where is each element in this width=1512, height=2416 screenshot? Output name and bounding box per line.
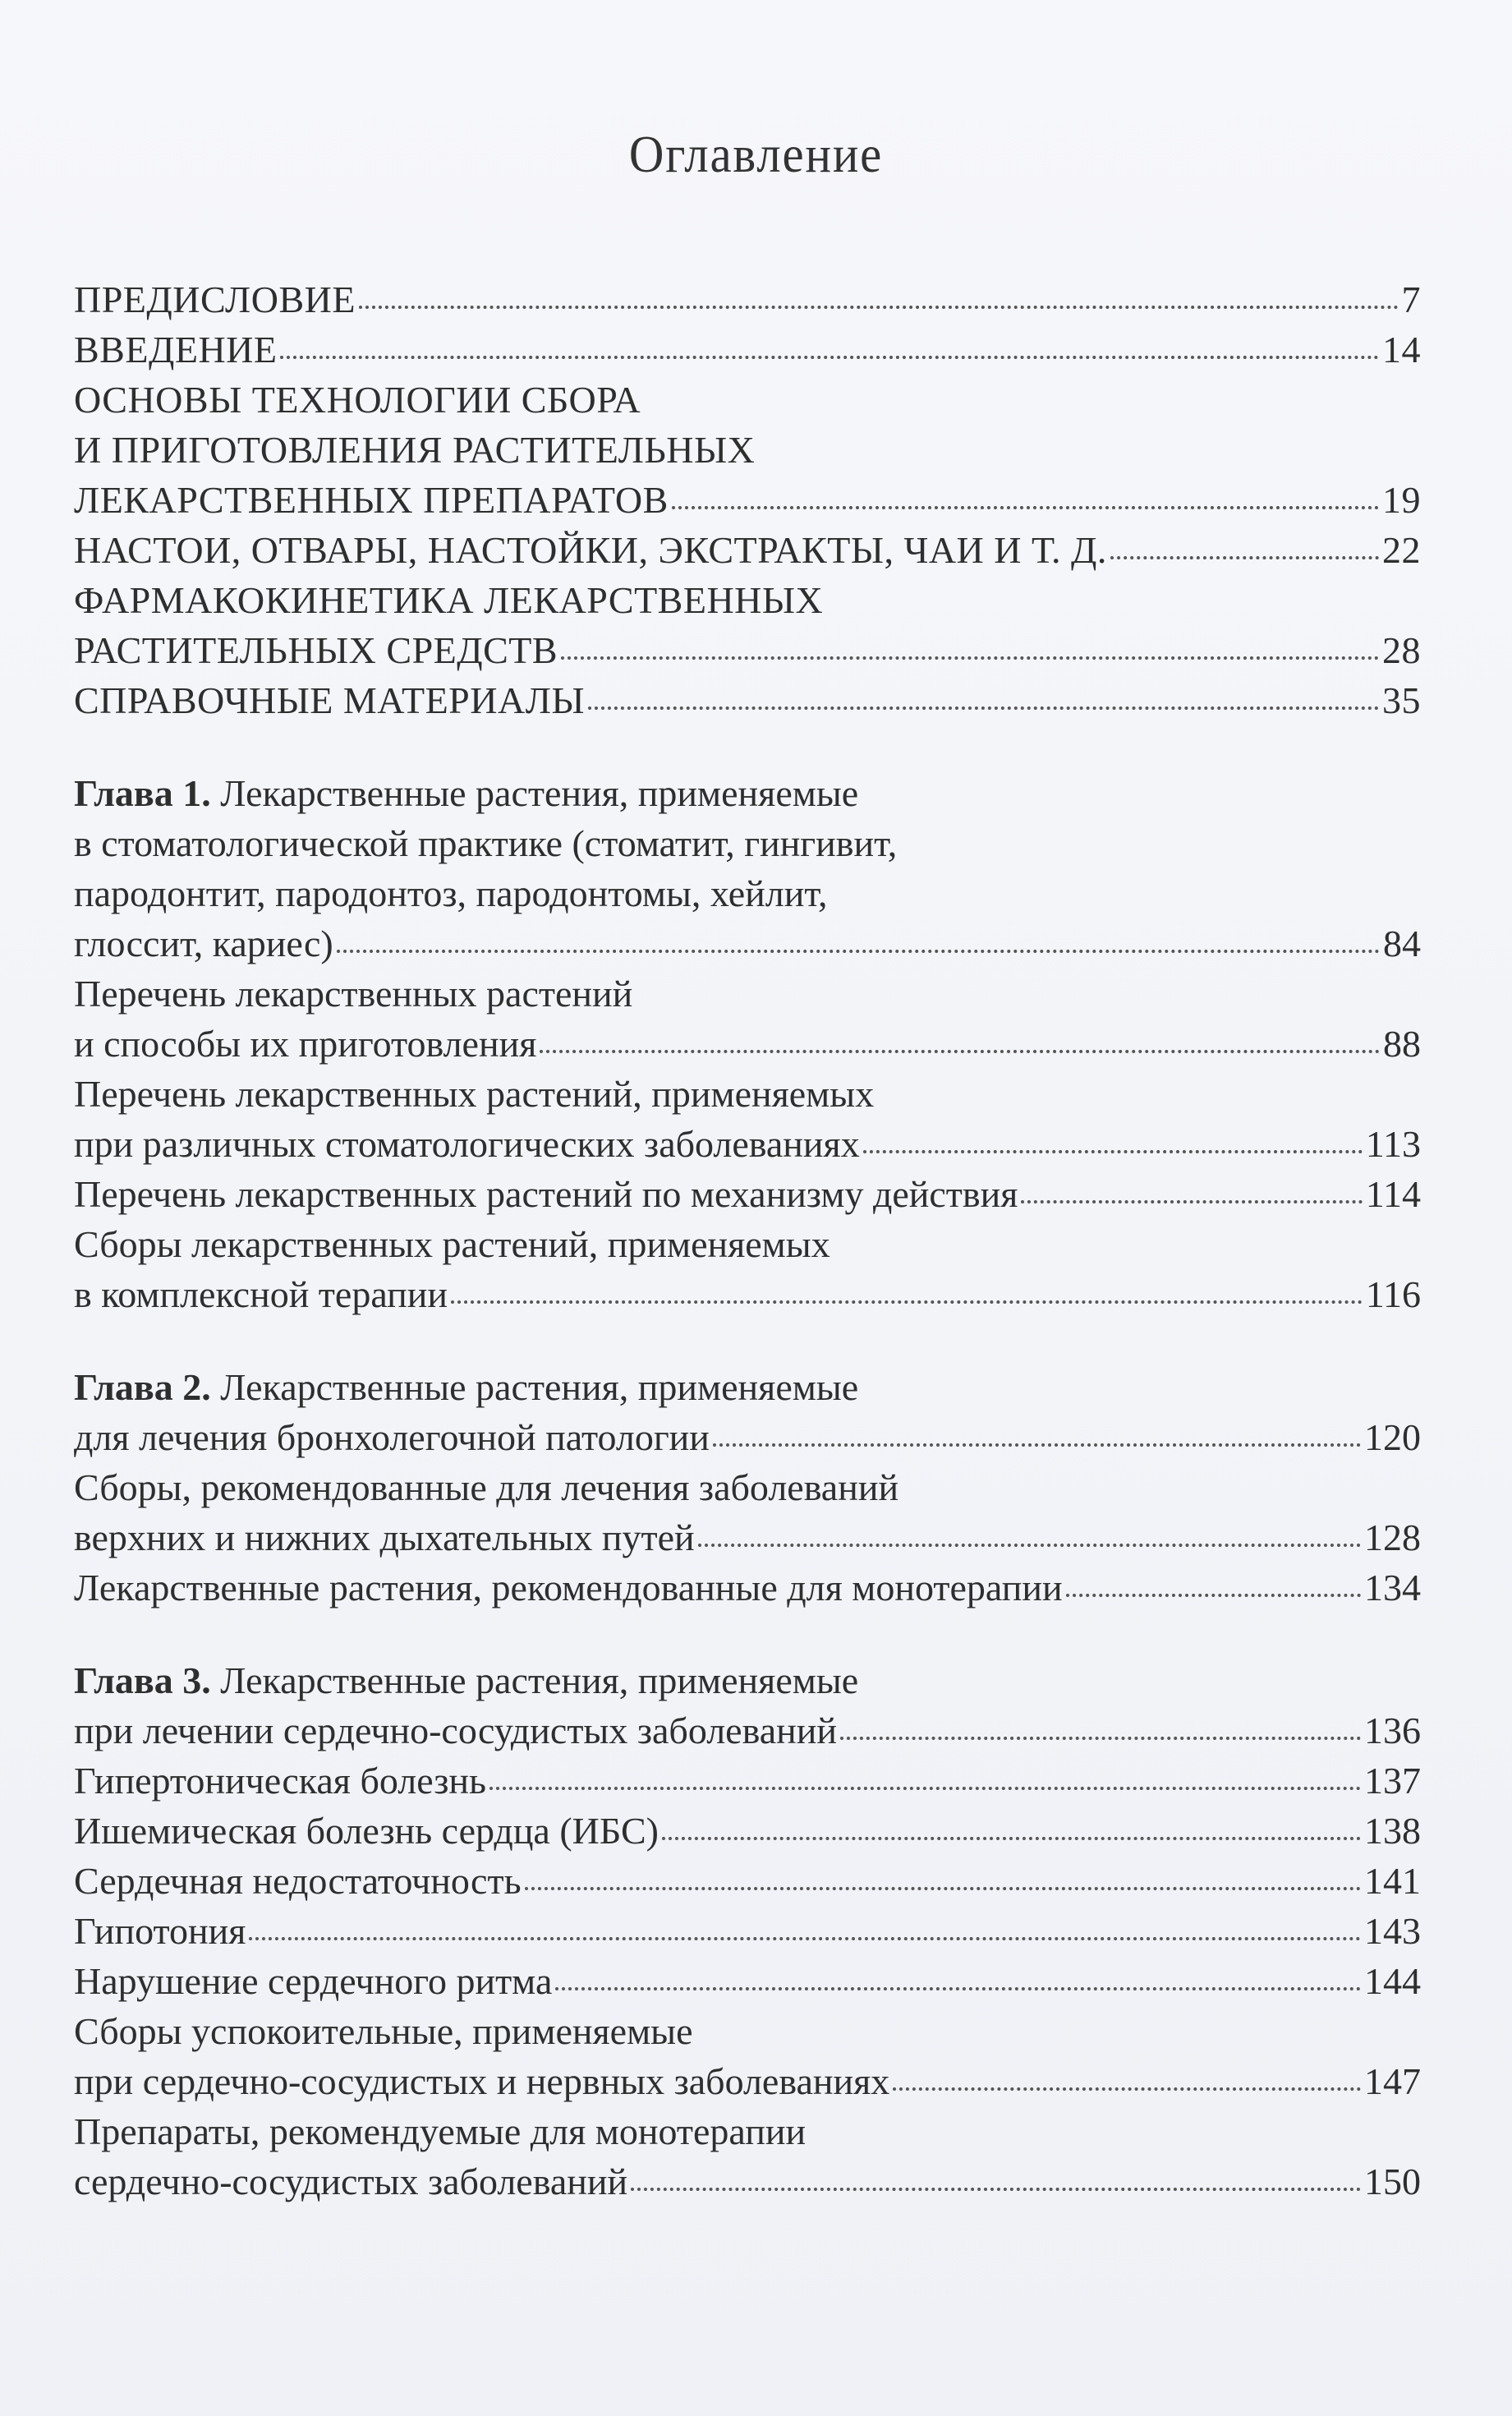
dot-leader	[280, 356, 1379, 359]
dot-leader	[249, 1937, 1361, 1940]
toc-page-number: 141	[1364, 1860, 1421, 1902]
dot-leader	[1021, 1200, 1362, 1203]
toc-page-number: 138	[1364, 1810, 1421, 1852]
toc-entry-title: Гипертоническая болезнь	[74, 1760, 486, 1802]
dot-leader	[863, 1150, 1363, 1153]
toc-page-number: 150	[1364, 2161, 1421, 2202]
toc-entry-title-line: ЛЕКАРСТВЕННЫХ ПРЕПАРАТОВ	[74, 479, 669, 521]
chapter-label: Глава 1.	[74, 772, 211, 814]
toc-section[interactable]	[74, 1906, 1421, 1956]
toc-section[interactable]	[74, 1069, 1421, 1169]
toc-page-number: 144	[1364, 1960, 1421, 2002]
toc-entry-title-line: Сборы лекарственных растений, применяемых	[74, 1223, 830, 1265]
toc-entry-title-line: верхних и нижних дыхательных путей	[74, 1516, 695, 1558]
toc-section[interactable]	[74, 2006, 1421, 2106]
toc-entry-title-line: РАСТИТЕЛЬНЫХ СРЕДСТВ	[74, 629, 558, 671]
toc-entry-title: Перечень лекарственных растений по механизму действия	[74, 1173, 1018, 1215]
toc-entry-title-line: Лекарственные растения, применяемые	[220, 1659, 859, 1701]
toc-section[interactable]	[74, 1562, 1421, 1613]
toc-entry-title: Нарушение сердечного ритма	[74, 1960, 553, 2002]
toc-page-number: 143	[1364, 1910, 1421, 1952]
toc-page-number: 14	[1382, 329, 1421, 370]
toc-page-number: 28	[1382, 629, 1421, 671]
toc-entry-title: ПРЕДИСЛОВИЕ	[74, 278, 356, 320]
toc-entry-reference-materials[interactable]	[74, 675, 1421, 725]
dot-leader	[525, 1887, 1361, 1890]
toc-entry-technology-basics[interactable]	[74, 375, 1421, 525]
toc-entry-title-line: Лекарственные растения, применяемые	[220, 1366, 859, 1408]
dot-leader	[840, 1737, 1361, 1740]
toc-entry-pharmacokinetics[interactable]	[74, 575, 1421, 675]
toc-page-number: 137	[1364, 1760, 1421, 1802]
table-of-contents	[74, 274, 1421, 2207]
toc-entry-title-line: глоссит, кариес)	[74, 923, 333, 964]
toc-entry-title-line: ОСНОВЫ ТЕХНОЛОГИИ СБОРА	[74, 379, 641, 421]
toc-page-number: 35	[1382, 679, 1421, 721]
chapter-label: Глава 3.	[74, 1659, 211, 1701]
dot-leader	[588, 706, 1379, 710]
dot-leader	[662, 1837, 1361, 1840]
toc-entry-title: Гипотония	[74, 1910, 246, 1952]
toc-chapter-3[interactable]	[74, 1655, 1421, 1756]
toc-page-number: 7	[1401, 278, 1421, 320]
dot-leader	[893, 2087, 1361, 2091]
toc-section[interactable]	[74, 1219, 1421, 1319]
dot-leader	[713, 1443, 1361, 1447]
toc-entry-title-line: и способы их приготовления	[74, 1023, 537, 1065]
dot-leader	[540, 1050, 1380, 1053]
toc-entry-title: Лекарственные растения, рекомендованные для монотерапии	[74, 1567, 1063, 1608]
toc-entry-title-line: ФАРМАКОКИНЕТИКА ЛЕКАРСТВЕННЫХ	[74, 579, 824, 621]
toc-page-number: 113	[1365, 1123, 1421, 1165]
page-title: Оглавление	[628, 124, 884, 183]
dot-leader	[561, 656, 1379, 660]
toc-page-number: 120	[1364, 1416, 1421, 1458]
toc-page-number: 84	[1383, 923, 1421, 964]
toc-entry-preface[interactable]	[74, 274, 1421, 324]
dot-leader	[1110, 556, 1379, 559]
toc-section[interactable]	[74, 1169, 1421, 1219]
toc-entry-title-line: пародонтит, пародонтоз, пародонтомы, хейлит,	[74, 872, 828, 914]
toc-entry-title-line: Препараты, рекомендуемые для монотерапии	[74, 2110, 807, 2152]
toc-entry-title-line: в стоматологической практике (стоматит, гингивит,	[74, 822, 898, 864]
toc-entry-infusions[interactable]	[74, 525, 1421, 575]
toc-page-number: 128	[1364, 1516, 1421, 1558]
toc-page-number: 114	[1365, 1173, 1421, 1215]
toc-entry-title-line: в комплексной терапии	[74, 1273, 448, 1315]
toc-page-number: 116	[1365, 1273, 1421, 1315]
toc-section[interactable]	[74, 969, 1421, 1069]
toc-section[interactable]	[74, 1462, 1421, 1562]
toc-page-number: 136	[1364, 1710, 1421, 1751]
toc-entry-title-line: для лечения бронхолегочной патологии	[74, 1416, 710, 1458]
toc-entry-title-line: Перечень лекарственных растений, применяемых	[74, 1073, 875, 1115]
toc-entry-title-line: Лекарственные растения, применяемые	[220, 772, 859, 814]
toc-section[interactable]	[74, 1956, 1421, 2006]
toc-section[interactable]	[74, 1806, 1421, 1856]
toc-chapter-1[interactable]	[74, 768, 1421, 969]
dot-leader	[337, 950, 1380, 953]
toc-entry-title-line: сердечно-сосудистых заболеваний	[74, 2161, 628, 2202]
toc-entry-title-line: при сердечно-сосудистых и нервных заболеваниях	[74, 2060, 890, 2102]
toc-entry-title: СПРАВОЧНЫЕ МАТЕРИАЛЫ	[74, 679, 586, 721]
toc-entry-title: Ишемическая болезнь сердца (ИБС)	[74, 1810, 659, 1852]
toc-entry-title-line: И ПРИГОТОВЛЕНИЯ РАСТИТЕЛЬНЫХ	[74, 429, 756, 471]
dot-leader	[631, 2188, 1361, 2191]
toc-entry-title: НАСТОИ, ОТВАРЫ, НАСТОЙКИ, ЭКСТРАКТЫ, ЧАИ И Т. Д.	[74, 529, 1107, 571]
toc-entry-title-line: Сборы, рекомендованные для лечения заболеваний	[74, 1466, 899, 1508]
toc-entry-title: Сердечная недостаточность	[74, 1860, 522, 1902]
toc-section[interactable]	[74, 1756, 1421, 1806]
dot-leader	[555, 1987, 1361, 1990]
dot-leader	[489, 1787, 1361, 1790]
toc-entry-title-line: Сборы успокоительные, применяемые	[74, 2010, 693, 2052]
toc-chapter-2[interactable]	[74, 1362, 1421, 1462]
toc-entry-title-line: Перечень лекарственных растений	[74, 973, 633, 1015]
toc-section[interactable]	[74, 2106, 1421, 2207]
toc-page-number: 134	[1364, 1567, 1421, 1608]
toc-entry-title-line: при различных стоматологических заболеваниях	[74, 1123, 860, 1165]
dot-leader	[359, 306, 1399, 309]
dot-leader	[698, 1544, 1361, 1547]
dot-leader	[451, 1300, 1363, 1304]
toc-page-number: 22	[1382, 529, 1421, 571]
toc-page-number: 19	[1382, 479, 1421, 521]
toc-entry-introduction[interactable]	[74, 324, 1421, 375]
dot-leader	[1066, 1594, 1361, 1597]
toc-entry-title: ВВЕДЕНИЕ	[74, 329, 278, 370]
chapter-label: Глава 2.	[74, 1366, 211, 1408]
dot-leader	[672, 506, 1379, 509]
toc-entry-title-line: при лечении сердечно-сосудистых заболеваний	[74, 1710, 837, 1751]
toc-page-number: 88	[1383, 1023, 1421, 1065]
toc-section[interactable]	[74, 1856, 1421, 1906]
toc-page-number: 147	[1364, 2060, 1421, 2102]
